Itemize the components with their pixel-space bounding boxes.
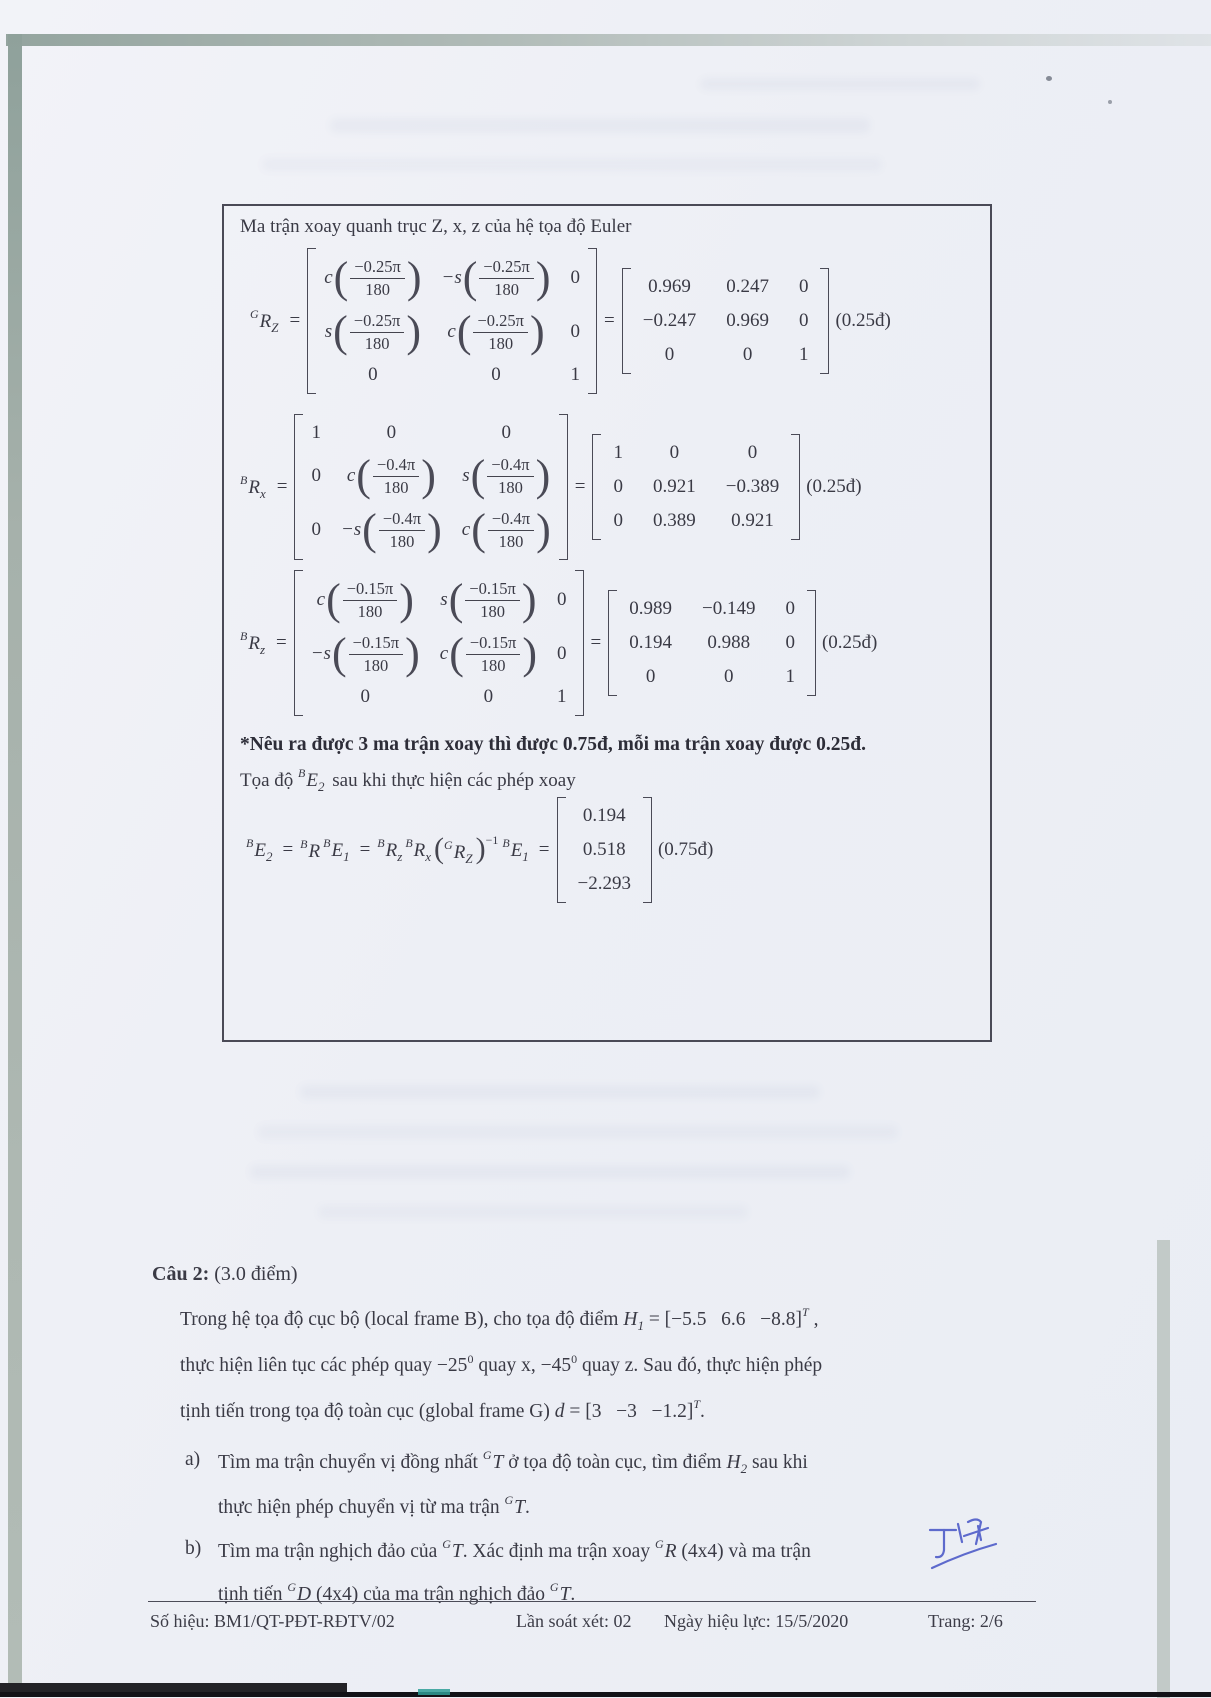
fraction <box>488 509 534 551</box>
paren-open: ( <box>356 451 371 500</box>
matrix-cell: 0 <box>669 442 680 463</box>
footer-divider <box>148 1601 1036 1602</box>
fraction-numerator: −0.15π <box>465 579 520 600</box>
scan-bottom-line <box>0 1692 1211 1697</box>
fraction <box>466 633 521 675</box>
matrix-cell: 0 <box>645 666 656 687</box>
math-symbol: T <box>559 1584 571 1605</box>
trig-fn: c <box>346 465 356 486</box>
equals-sign: = <box>276 476 288 497</box>
paren-close: ) <box>399 575 414 624</box>
question-text-line <box>180 1352 1057 1378</box>
matrix-cell: 0 <box>613 476 623 497</box>
frame-superscript: G <box>654 1536 664 1551</box>
matrix-bracket-right <box>575 570 584 716</box>
math-symbol: T <box>492 1452 504 1473</box>
matrix-cell: 0 <box>311 519 321 540</box>
vector-cell: 0.518 <box>582 839 626 860</box>
math-symbol: R <box>308 841 321 862</box>
text-segment: quay z. Sau đó, thực hiện phép <box>577 1355 823 1377</box>
text-segment: sau khi <box>747 1452 808 1473</box>
matrix-cell: 0.969 <box>648 276 691 297</box>
frame-superscript: B <box>246 835 254 850</box>
index-subscript: 2 <box>740 1461 748 1476</box>
scanner-edge-left <box>8 34 22 1690</box>
trig-fn: s <box>324 321 333 342</box>
vector-cell: −2.293 <box>577 873 631 894</box>
degree-superscript: 0 <box>571 1352 578 1367</box>
score-badge: (0.25đ) <box>806 476 862 497</box>
matrix-cell <box>346 451 436 500</box>
solution-box <box>222 204 992 1042</box>
matrix-cell <box>439 629 538 678</box>
paren-close: ) <box>535 451 551 500</box>
axis-subscript: Z <box>271 319 279 335</box>
equals-sign: = <box>276 632 287 653</box>
fraction-denominator: 180 <box>488 333 514 353</box>
matrix-cell: 0 <box>785 632 795 653</box>
bleed-through-ghost <box>318 1205 748 1219</box>
paren-open: ( <box>470 451 486 500</box>
text-segment: thực hiện liên tục các phép quay −25 <box>180 1355 468 1377</box>
matrix-symbol: R <box>259 310 272 332</box>
inverse-group <box>434 833 498 867</box>
math-symbol: D <box>297 1584 312 1605</box>
matrix-cell: 1 <box>557 686 567 707</box>
question-heading <box>152 1262 1057 1287</box>
scanner-edge-top <box>6 34 1211 46</box>
paren-open: ( <box>331 629 347 678</box>
text-segment: , <box>808 1309 819 1330</box>
trig-fn: c <box>461 519 471 540</box>
fraction <box>343 579 398 621</box>
scanner-edge-right <box>1157 1240 1170 1698</box>
math-symbol: E <box>331 839 344 861</box>
symbolic-matrix <box>294 570 584 716</box>
math-token <box>444 838 473 866</box>
paren-open: ( <box>333 253 349 302</box>
math-token <box>726 1452 748 1476</box>
frame-superscript: B <box>323 835 331 850</box>
item-text <box>218 1537 811 1564</box>
paren-close: ) <box>475 832 486 865</box>
frame-superscript: G <box>482 1448 492 1462</box>
symbolic-matrix <box>294 414 567 560</box>
paren-close: ) <box>405 629 420 678</box>
matrix-cell: 0.988 <box>707 632 751 653</box>
text-segment: tịnh tiến <box>218 1584 288 1605</box>
paren-close: ) <box>536 505 551 554</box>
math-symbol: T <box>451 1540 463 1562</box>
matrix-bracket-right <box>807 590 816 696</box>
paren-open: ( <box>333 307 348 356</box>
transpose-superscript: T <box>802 1305 809 1319</box>
paren-close: ) <box>522 629 538 678</box>
paren-close: ) <box>406 307 421 356</box>
trig-fn: s <box>462 465 470 486</box>
fraction-denominator: 180 <box>480 655 506 675</box>
bleed-through-ghost <box>330 118 870 133</box>
frame-superscript: G <box>287 1580 296 1594</box>
fraction <box>379 509 425 551</box>
text-segment: Trong hệ tọa độ cục bộ (local frame B), cho tọa độ điểm <box>180 1309 624 1330</box>
text-segment: tịnh tiến trong tọa độ toàn cục (global frame G) <box>180 1400 555 1422</box>
fraction <box>487 455 533 497</box>
frame-superscript: B <box>300 837 308 851</box>
footer-revision: Lần soát xét: 02 <box>516 1611 632 1631</box>
fraction-numerator: −0.25π <box>350 257 405 278</box>
equals-sign: = <box>574 476 586 497</box>
paren-open: ( <box>462 253 478 302</box>
matrix-bracket-left <box>608 590 617 696</box>
index-subscript: 2 <box>318 779 325 794</box>
math-symbol: E <box>306 770 318 791</box>
fraction-numerator: −0.25π <box>350 311 405 332</box>
score-badge: (0.25đ) <box>821 632 878 653</box>
fraction <box>465 579 520 621</box>
frame-superscript: B <box>377 835 385 850</box>
math-token <box>405 836 431 865</box>
frame-superscript: G <box>549 1580 559 1594</box>
math-token <box>323 836 349 865</box>
text-segment: (4x4) và ma trận <box>676 1540 811 1562</box>
matrix-cell <box>324 253 422 302</box>
matrix-cell: 0 <box>798 310 809 331</box>
math-token <box>504 1493 526 1519</box>
text-segment: Tọa độ <box>240 770 299 791</box>
fraction-denominator: 180 <box>498 477 523 497</box>
math-symbol: R <box>385 839 398 861</box>
paren-open: ( <box>449 629 464 678</box>
paren-open: ( <box>448 575 464 624</box>
matrix-cell: 0 <box>557 643 567 664</box>
equals-sign: = <box>590 632 602 653</box>
signature-mark <box>922 1514 1022 1580</box>
paren-close: ) <box>421 451 436 500</box>
matrix-bracket-left <box>307 248 316 394</box>
bleed-through-ghost <box>258 1125 898 1139</box>
trig-fn: −s <box>340 519 362 540</box>
math-token <box>377 836 402 865</box>
symbolic-matrix <box>307 248 597 394</box>
solution-title: Ma trận xoay quanh trục Z, x, z của hệ tọa độ Euler <box>240 216 632 237</box>
trig-fn: −s <box>441 267 462 288</box>
paren-close: ) <box>427 505 442 554</box>
math-token <box>246 836 272 865</box>
equation-rz-global <box>250 248 980 394</box>
fraction-denominator: 180 <box>494 279 519 299</box>
text-segment: Tìm ma trận chuyển vị đồng nhất <box>218 1452 483 1473</box>
matrix-bracket-left <box>557 797 566 903</box>
matrix-label <box>240 629 265 658</box>
matrix-cell: 0 <box>570 321 581 342</box>
vector-cell: 0.194 <box>582 805 626 826</box>
matrix-cell: 0.969 <box>726 310 769 331</box>
scan-speck <box>1046 76 1052 81</box>
matrix-cell: 0 <box>491 364 501 385</box>
matrix-cell: 1 <box>311 422 321 443</box>
trig-fn: −s <box>310 643 331 664</box>
paren-open: ( <box>326 575 341 624</box>
question-text-line <box>180 1397 1057 1424</box>
text-segment: sau khi thực hiện các phép xoay <box>327 770 576 791</box>
matrix-label <box>240 473 266 502</box>
fraction <box>349 633 404 675</box>
matrix-cell <box>310 629 420 678</box>
matrix-cell <box>462 451 551 500</box>
matrix-cell: 0 <box>557 589 567 610</box>
fraction-denominator: 180 <box>364 333 390 353</box>
matrix-cell: 0 <box>785 598 795 619</box>
matrix-cell: −0.247 <box>642 310 697 331</box>
vector-literal: = [3 −3 −1.2] <box>564 1400 694 1422</box>
matrix-cell: 0 <box>613 510 623 531</box>
equals-sign: = <box>604 310 615 331</box>
frame-superscript: G <box>250 306 259 321</box>
fraction-numerator: −0.4π <box>488 509 534 530</box>
math-symbol: R <box>453 842 466 863</box>
fraction-denominator: 180 <box>357 601 383 621</box>
vector-literal: = [−5.5 6.6 −8.8] <box>643 1309 803 1330</box>
paren-close: ) <box>530 307 545 356</box>
index-subscript: z <box>397 848 403 864</box>
fraction <box>350 257 405 299</box>
frame-superscript: B <box>405 835 413 850</box>
fraction-denominator: 180 <box>480 601 505 621</box>
item-text <box>218 1448 808 1477</box>
math-symbol: H <box>623 1309 638 1330</box>
equation-rz-local <box>240 570 980 716</box>
fraction-denominator: 180 <box>498 531 524 551</box>
index-subscript: x <box>425 848 432 864</box>
paren-open: ( <box>471 505 486 554</box>
fraction-numerator: −0.4π <box>373 455 419 476</box>
math-token <box>502 836 528 865</box>
matrix-bracket-left <box>622 268 631 374</box>
matrix-bracket-right <box>559 414 568 560</box>
index-subscript: 2 <box>265 848 273 864</box>
trig-fn: c <box>324 267 333 288</box>
score-badge: (0.75đ) <box>657 839 714 860</box>
matrix-cell: 1 <box>798 344 809 365</box>
index-subscript: Z <box>465 851 473 866</box>
equation-e2-result <box>246 797 980 903</box>
math-token <box>442 1536 463 1562</box>
matrix-cell: 0 <box>724 666 734 687</box>
text-segment: . <box>525 1497 530 1519</box>
footer-page-number: Trang: 2/6 <box>928 1611 1003 1631</box>
trig-fn: s <box>440 589 448 610</box>
index-subscript: 1 <box>637 1318 644 1333</box>
bleed-through-ghost <box>262 158 882 171</box>
matrix-cell <box>447 307 545 356</box>
frame-superscript: B <box>240 472 248 487</box>
matrix-label <box>250 307 279 336</box>
matrix-cell: 0 <box>501 422 511 443</box>
fraction-numerator: −0.4π <box>487 455 533 476</box>
fraction-numerator: −0.25π <box>479 257 534 278</box>
paren-open: ( <box>362 505 377 554</box>
question-text-line <box>180 1305 1057 1334</box>
item-label: a) <box>185 1449 201 1470</box>
fraction <box>373 455 419 497</box>
matrix-cell: 1 <box>570 364 581 385</box>
matrix-cell: 0 <box>311 465 321 486</box>
scan-teal-tick <box>418 1689 450 1695</box>
axis-subscript: x <box>259 485 266 501</box>
math-token <box>300 837 320 863</box>
fraction-numerator: −0.4π <box>379 509 425 530</box>
matrix-cell: 0 <box>664 344 675 365</box>
trig-fn: c <box>447 321 456 342</box>
math-symbol: d <box>554 1400 565 1422</box>
matrix-bracket-left <box>592 434 601 540</box>
text-segment: (4x4) của ma trận nghịch đảo <box>311 1584 550 1605</box>
bleed-through-ghost <box>700 78 980 90</box>
math-token <box>654 1536 677 1562</box>
question-item-b-cont <box>218 1580 1057 1607</box>
frame-superscript: B <box>298 766 306 780</box>
question-item-a <box>185 1448 1057 1477</box>
equals-sign: = <box>282 839 294 860</box>
matrix-cell: 1 <box>785 666 795 687</box>
matrix-cell: 0.247 <box>726 276 769 297</box>
matrix-cell: 0.194 <box>629 632 673 653</box>
frame-superscript: G <box>504 1493 514 1508</box>
matrix-cell <box>324 307 421 356</box>
matrix-cell: 0.989 <box>629 598 673 619</box>
matrix-bracket-right <box>643 797 652 903</box>
math-symbol: E <box>510 839 523 861</box>
matrix-bracket-left <box>294 414 303 560</box>
paren-open: ( <box>434 832 445 865</box>
fraction-denominator: 180 <box>363 655 389 675</box>
matrix-symbol: R <box>248 632 260 654</box>
matrix-cell: 0 <box>747 442 758 463</box>
bleed-through-ghost <box>250 1165 850 1179</box>
paren-close: ) <box>521 575 537 624</box>
inverse-exponent: −1 <box>485 833 499 847</box>
numeric-matrix <box>622 268 830 374</box>
frame-superscript: G <box>444 838 453 852</box>
equals-sign: = <box>359 839 371 860</box>
text-segment: quay x, −45 <box>473 1355 572 1377</box>
matrix-cell <box>461 505 551 554</box>
result-vector <box>557 797 652 903</box>
question-points: (3.0 điểm) <box>209 1263 298 1285</box>
transpose-superscript: T <box>693 1396 701 1411</box>
footer-effective-date: Ngày hiệu lực: 15/5/2020 <box>664 1611 849 1631</box>
matrix-bracket-left <box>294 570 303 716</box>
matrix-bracket-right <box>588 248 597 394</box>
index-subscript: 1 <box>343 848 350 864</box>
matrix-cell: 0.921 <box>731 510 774 531</box>
matrix-cell <box>441 253 551 302</box>
matrix-cell: 0 <box>742 344 753 365</box>
matrix-cell: 1 <box>613 442 623 463</box>
matrix-cell: −0.149 <box>702 598 756 619</box>
matrix-cell: 0.921 <box>652 476 696 497</box>
text-segment: . Xác định ma trận xoay <box>462 1540 655 1562</box>
text-segment: thực hiện phép chuyển vị từ ma trận <box>218 1497 505 1519</box>
fraction-numerator: −0.25π <box>473 311 528 332</box>
equals-sign: = <box>538 839 550 860</box>
text-segment: Tìm ma trận nghịch đảo của <box>218 1540 443 1562</box>
numeric-matrix <box>592 434 800 540</box>
fraction-denominator: 180 <box>383 477 409 497</box>
math-symbol: R <box>664 1540 677 1562</box>
fraction-denominator: 180 <box>365 279 390 299</box>
paren-close: ) <box>406 253 422 302</box>
bleed-through-ghost <box>300 1085 820 1099</box>
math-token <box>298 766 325 794</box>
scan-speck <box>1108 100 1112 104</box>
math-symbol: H <box>726 1452 741 1473</box>
frame-superscript: G <box>442 1536 451 1551</box>
footer-doc-number: Số hiệu: BM1/QT-PĐT-RĐTV/02 <box>150 1611 395 1631</box>
trig-fn: c <box>316 589 326 610</box>
matrix-cell: −0.389 <box>725 476 780 497</box>
matrix-cell: 0 <box>798 276 809 297</box>
math-symbol: E <box>254 839 266 861</box>
index-subscript: 1 <box>522 848 529 864</box>
matrix-cell <box>316 575 414 624</box>
matrix-bracket-right <box>820 268 829 374</box>
matrix-cell: 0.389 <box>652 510 696 531</box>
text-segment: . <box>570 1584 576 1605</box>
trig-fn: c <box>439 643 449 664</box>
equation-rx-local <box>240 414 980 560</box>
axis-subscript: z <box>259 641 266 657</box>
fraction-numerator: −0.15π <box>349 633 404 654</box>
matrix-cell <box>340 505 442 554</box>
math-symbol: T <box>514 1497 526 1519</box>
math-symbol: R <box>413 839 426 861</box>
degree-superscript: 0 <box>467 1352 474 1367</box>
matrix-cell: 0 <box>360 686 370 707</box>
math-token <box>623 1309 644 1333</box>
fraction <box>350 311 405 353</box>
paren-close: ) <box>535 253 551 302</box>
matrix-cell: 0 <box>368 364 378 385</box>
text-segment: ở tọa độ toàn cục, tìm điểm <box>503 1452 727 1473</box>
matrix-bracket-right <box>791 434 800 540</box>
matrix-cell: 0 <box>483 686 494 707</box>
fraction-denominator: 180 <box>389 531 415 551</box>
item-label: b) <box>185 1537 202 1559</box>
matrix-cell: 0 <box>570 267 581 288</box>
math-token <box>482 1448 504 1473</box>
numeric-matrix <box>608 590 816 696</box>
matrix-symbol: R <box>248 476 260 498</box>
matrix-cell <box>440 575 537 624</box>
grading-note: *Nêu ra được 3 ma trận xoay thì được 0.75đ, mỗi ma trận xoay được 0.25đ. <box>240 734 866 755</box>
fraction <box>473 311 528 353</box>
fraction <box>479 257 534 299</box>
text-segment: . <box>700 1400 705 1422</box>
fraction-numerator: −0.15π <box>466 633 521 654</box>
frame-superscript: B <box>240 628 248 643</box>
toado-line <box>240 766 980 795</box>
matrix-cell: 0 <box>386 422 397 443</box>
question-number: Câu 2: <box>152 1263 210 1285</box>
paren-open: ( <box>456 307 472 356</box>
frame-superscript: B <box>502 835 510 850</box>
equals-sign: = <box>289 310 301 331</box>
score-badge: (0.25đ) <box>835 310 891 331</box>
fraction-numerator: −0.15π <box>343 579 398 600</box>
